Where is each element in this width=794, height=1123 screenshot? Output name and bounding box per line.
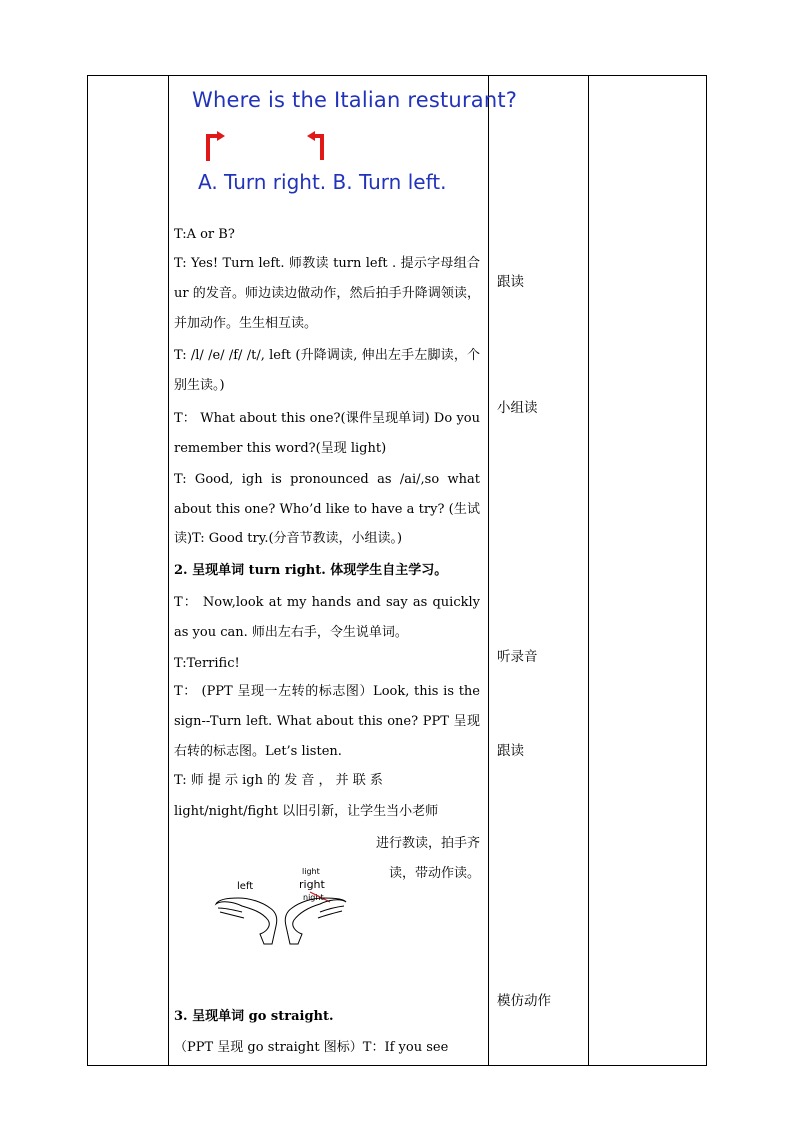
slide-question: Where is the Italian resturant? (192, 88, 518, 112)
slide-options: A. Turn right. B. Turn left. (198, 170, 447, 194)
lesson-line-go-straight-icon: （PPT 呈现 go straight 图标）T：If you see (174, 1040, 449, 1055)
column-divider-2 (488, 76, 489, 1065)
hands-label-right: right (299, 878, 325, 891)
side-note-follow-read-2: 跟读 (497, 743, 524, 759)
lesson-para-turn-left: T: Yes! Turn left. 师教读 turn left . 提示字母组合 ur 的发音。师边读边做动作，然后拍手升降调领读，并加动作。生生相互读。 (174, 256, 480, 331)
hands-label-light: light (302, 867, 320, 876)
side-note-group-read: 小组读 (497, 400, 538, 416)
lesson-heading-go-straight: 3. 呈现单词 go straight. (174, 1009, 334, 1024)
hands-label-left: left (237, 881, 254, 892)
lesson-line-teach-read: 进行教读，拍手齐读，带动作读。 (375, 836, 480, 881)
lesson-line-a-or-b: T:A or B? (174, 227, 235, 242)
lesson-para-sign: T： (PPT 呈现一左转的标志图）Look, this is the sign--Turn left. What about this one? PPT 呈现右转的标志图。Let’s listen. (174, 684, 480, 759)
hands-illustration (212, 862, 352, 948)
hands-label-night: night (303, 893, 324, 902)
lesson-line-igh-sound: T: 师 提 示 igh 的 发 音 ， 并 联 系 (174, 773, 383, 788)
turn-right-arrow-icon (205, 130, 227, 162)
column-divider-3 (588, 76, 589, 1065)
side-note-listen: 听录音 (497, 649, 538, 665)
side-note-follow-read-1: 跟读 (497, 274, 524, 290)
turn-left-arrow-icon (305, 130, 327, 162)
lesson-para-phonics: T: /l/ /e/ /f/ /t/, left (升降调读, 伸出左手左脚读，个别生读。) (174, 348, 480, 393)
lesson-para-hands: T： Now,look at my hands and say as quickly as you can. 师出左右手，令生说单词。 (174, 595, 480, 640)
lesson-para-igh: T: Good, igh is pronounced as /ai/,so what about this one? Who’d like to have a try? (生试读)T: Good try.(分音节教读，小组读。) (174, 472, 480, 546)
column-divider-1 (168, 76, 169, 1065)
lesson-para-light: T： What about this one?(课件呈现单词) Do you remember this word?(呈现 light) (174, 411, 480, 456)
lesson-line-terrific: T:Terrific! (174, 656, 240, 671)
side-note-imitate: 模仿动作 (497, 993, 551, 1009)
lesson-line-light-night: light/night/fight 以旧引新，让学生当小老师 (174, 804, 439, 819)
lesson-heading-turn-right: 2. 呈现单词 turn right. 体现学生自主学习。 (174, 563, 448, 578)
